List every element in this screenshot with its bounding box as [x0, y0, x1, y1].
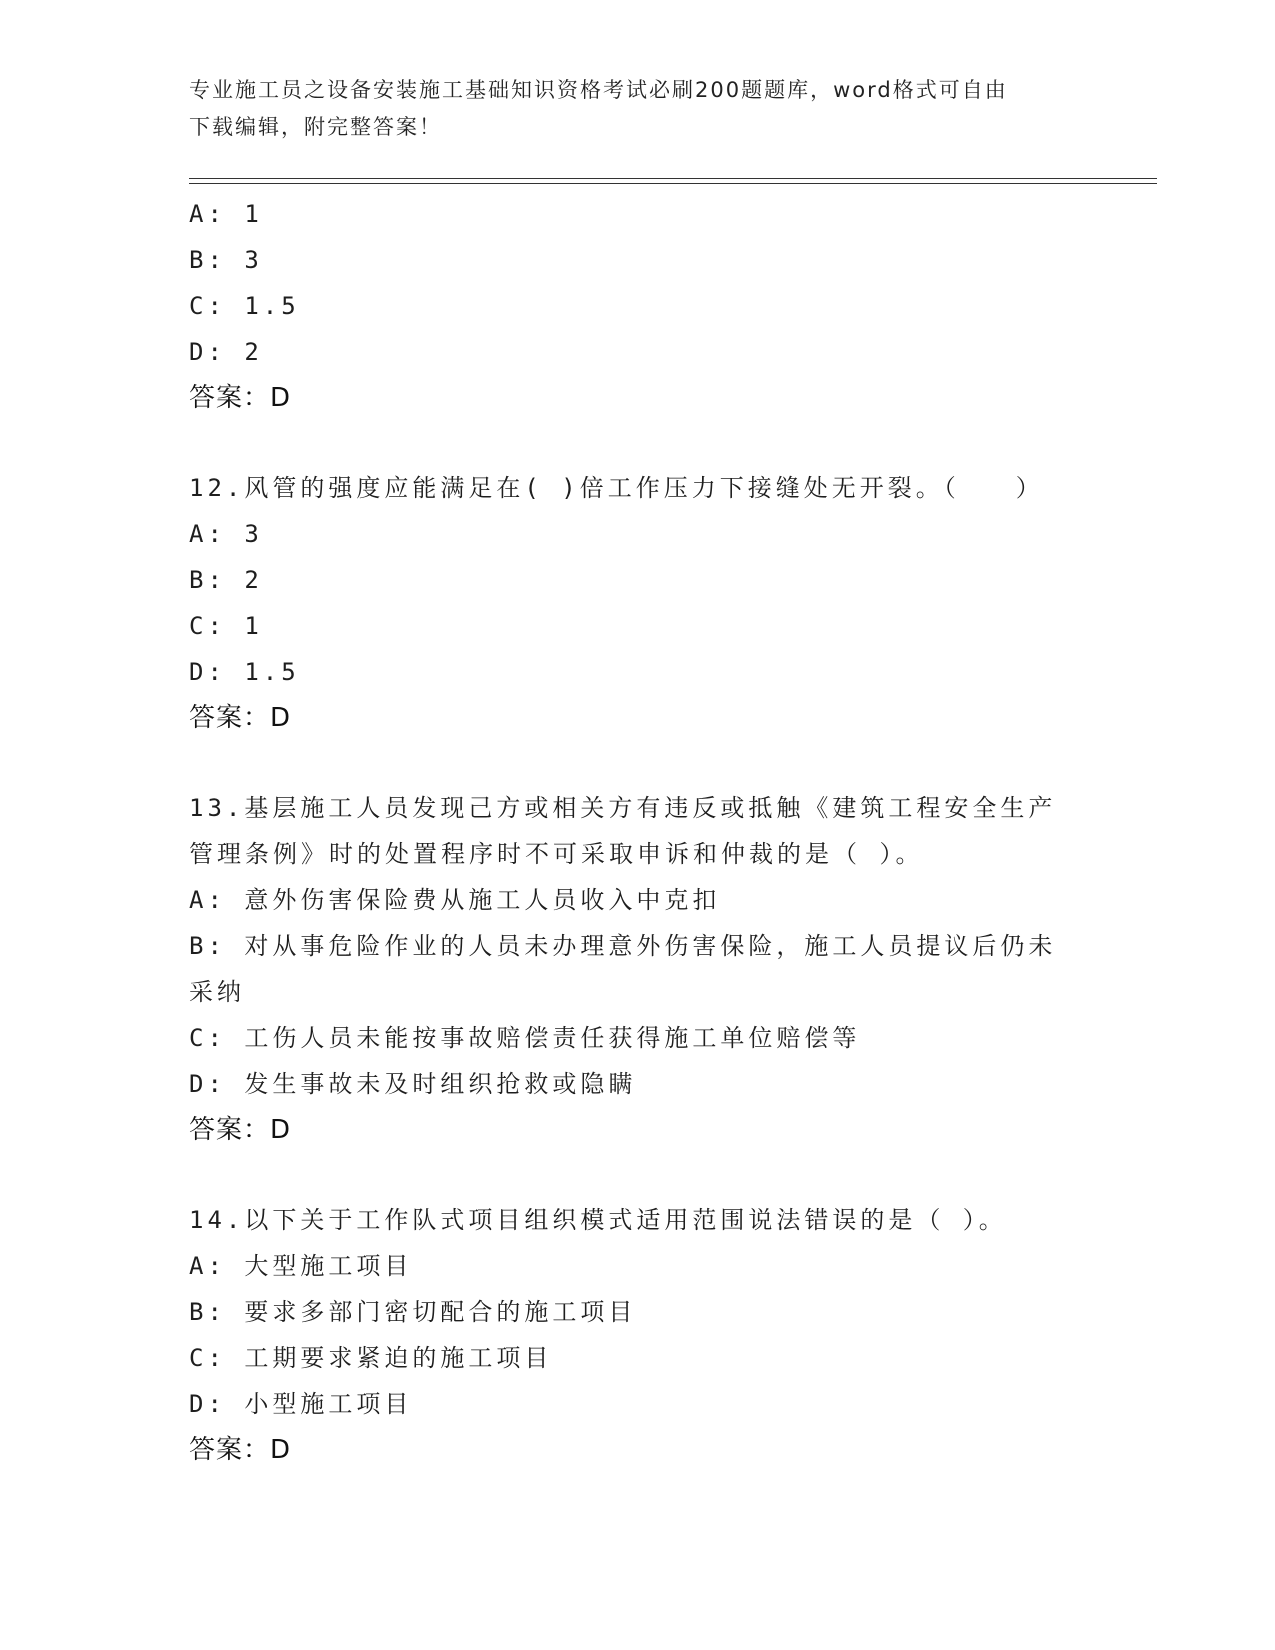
question-text-line-1: 13.基层施工人员发现己方或相关方有违反或抵触《建筑工程安全生产 — [189, 794, 1057, 822]
question-text-line-2: 管理条例》时的处置程序时不可采取申诉和仲裁的是（ ）。 — [189, 840, 924, 868]
spacer — [189, 421, 1089, 465]
option-c: C: 工伤人员未能按事故赔偿责任获得施工单位赔偿等 — [189, 1024, 861, 1052]
question-11 — [189, 191, 1089, 421]
option-d: D: 2 — [189, 338, 263, 366]
question-13 — [189, 785, 1089, 1153]
header-divider-top — [189, 178, 1157, 179]
option-a: A: 大型施工项目 — [189, 1252, 413, 1280]
option-b-line-1: B: 对从事危险作业的人员未办理意外伤害保险，施工人员提议后仍未 — [189, 932, 1057, 960]
question-14 — [189, 1197, 1089, 1473]
option-d: D: 发生事故未及时组织抢救或隐瞒 — [189, 1070, 637, 1098]
spacer — [189, 741, 1089, 785]
option-d: D: 1.5 — [189, 658, 300, 686]
answer: 答案：D — [189, 1115, 292, 1145]
option-b-line-2: 采纳 — [189, 978, 245, 1006]
option-b: B: 要求多部门密切配合的施工项目 — [189, 1298, 637, 1326]
document-header — [189, 72, 1089, 146]
header-title-line-1: 专业施工员之设备安装施工基础知识资格考试必刷200题题库，word格式可自由 — [189, 78, 1008, 102]
answer: 答案：D — [189, 703, 292, 733]
answer: 答案：D — [189, 1435, 292, 1465]
answer: 答案：D — [189, 383, 292, 413]
question-text: 12.风管的强度应能满足在( )倍工作压力下接缝处无开裂。（ ） — [189, 474, 1044, 502]
option-a: A: 1 — [189, 200, 263, 228]
question-text: 14.以下关于工作队式项目组织模式适用范围说法错误的是（ ）。 — [189, 1206, 1007, 1234]
header-divider-bottom — [189, 183, 1157, 184]
option-a: A: 意外伤害保险费从施工人员收入中克扣 — [189, 886, 721, 914]
header-title-line-2: 下载编辑，附完整答案！ — [189, 115, 442, 139]
question-list — [189, 191, 1089, 1473]
option-d: D: 小型施工项目 — [189, 1390, 413, 1418]
option-c: C: 工期要求紧迫的施工项目 — [189, 1344, 553, 1372]
option-c: C: 1 — [189, 612, 263, 640]
spacer — [189, 1153, 1089, 1197]
question-12 — [189, 465, 1089, 741]
option-c: C: 1.5 — [189, 292, 300, 320]
option-b: B: 3 — [189, 246, 263, 274]
option-a: A: 3 — [189, 520, 263, 548]
option-b: B: 2 — [189, 566, 263, 594]
